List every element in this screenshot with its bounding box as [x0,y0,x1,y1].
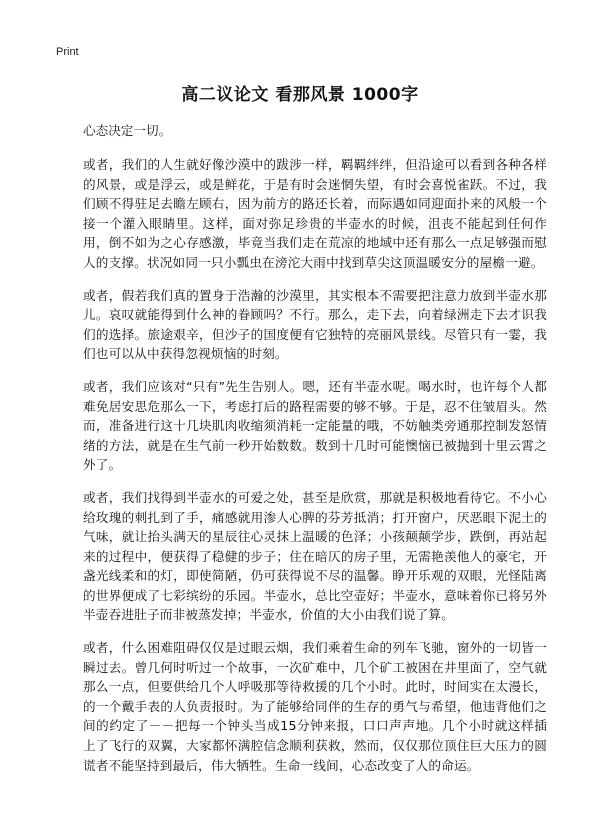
article-body [83,121,547,788]
article-paragraph-3: 或者，我们应该对“只有”先生告别人。嗯，还有半壶水呢。喝水时，也许每个人都难免居安思危那么一下，考虑打后的路程需要的够不够。于是，忍不住皱眉头。然而，准备进行这十几块肌肉收缩须消耗一定能量的哦，不妨触类旁通那控制发怒情绪的方法，就是在生气前一秒开始数数。数到十几时可能懊恼已被抛到十里云霄之外了。 [83,378,547,473]
article-paragraph-1: 或者，我们的人生就好像沙漠中的跋涉一样，羁羁绊绊，但沿途可以看到各种各样的风景，或是浮云，或是鲜花，于是有时会迷惘失望，有时会喜悦雀跃。不过，我们顾不得驻足去瞻左顾右，因为前方的路还长着，而际遇如同迎面扑来的风般一个接一个灌入眼睛里。这样，面对弥足珍贵的半壶水的时候，沮丧不能起到任何作用，倒不如为之心存感激，毕竟当我们走在荒凉的地域中还有那么一点足够强而慰人的支撑。状况如同一只小瓢虫在滂沱大雨中找到草尖这顶温暖安分的屋檐一避。 [83,157,547,270]
article-paragraph-4: 或者，我们找得到半壶水的可爱之处，甚至是欣赏，那就是积极地看待它。不小心给玫瑰的刺扎到了手，痛感就用渗人心脾的芬芳抵消；打开窗户，厌恶眼下泥土的气味，就让抬头满天的星辰往心灵抹上温暖的色泽；小孩颠颠学步，跌倒，再站起来的过程中，便获得了稳健的步子；住在暗仄的房子里，无需艳羡他人的豪宅，开盏光线柔和的灯，即使简陋，仍可获得说不尽的温馨。睁开乐观的双眼，光怪陆离的世界便成了七彩缤纷的乐园。半壶水，总比空壶好；半壶水，意味着你已将另外半壶吞进肚子而非被蒸发掉；半壶水，价值的大小由我们说了算。 [83,489,547,623]
article-title: 高二议论文 看那风景 1000字 [181,85,419,105]
article-intro: 心态决定一切。 [83,123,172,138]
article-paragraph-2: 或者，假若我们真的置身于浩瀚的沙漠里，其实根本不需要把注意力放到半壶水那儿。哀叹就能得到什么神的眷顾吗？不行。那么，走下去，向着绿洲走下去才识我们的选择。旅途艰辛，但沙子的国度便有它独特的亮丽风景线。尽管只有一霎，我们也可以从中获得忽视烦恼的时刻。 [83,287,547,362]
article-paragraph-5: 或者，什么困难阻碍仅仅是过眼云烟，我们乘着生命的列车飞驰，窗外的一切皆一瞬过去。曾几何时听过一个故事，一次矿难中，几个矿工被困在井里面了，空气就那么一点，但要供给几个人呼吸那等待救援的几个小时。此时，时间实在太漫长，的一个戴手表的人负责报时。为了能够给同伴的生存的勇气与希望，他违背他们之间的约定了－－把每一个钟头当成15分钟来报，口口声声地。几个小时就这样插上了飞行的双翼，大家都怀满腔信念顺利获救，然而，仅仅那位顶住巨大压力的圆谎者不能坚持到最后，伟大牺牲。生命一线间，心态改变了人的命运。 [83,640,547,773]
print-link[interactable]: Print [56,46,79,58]
